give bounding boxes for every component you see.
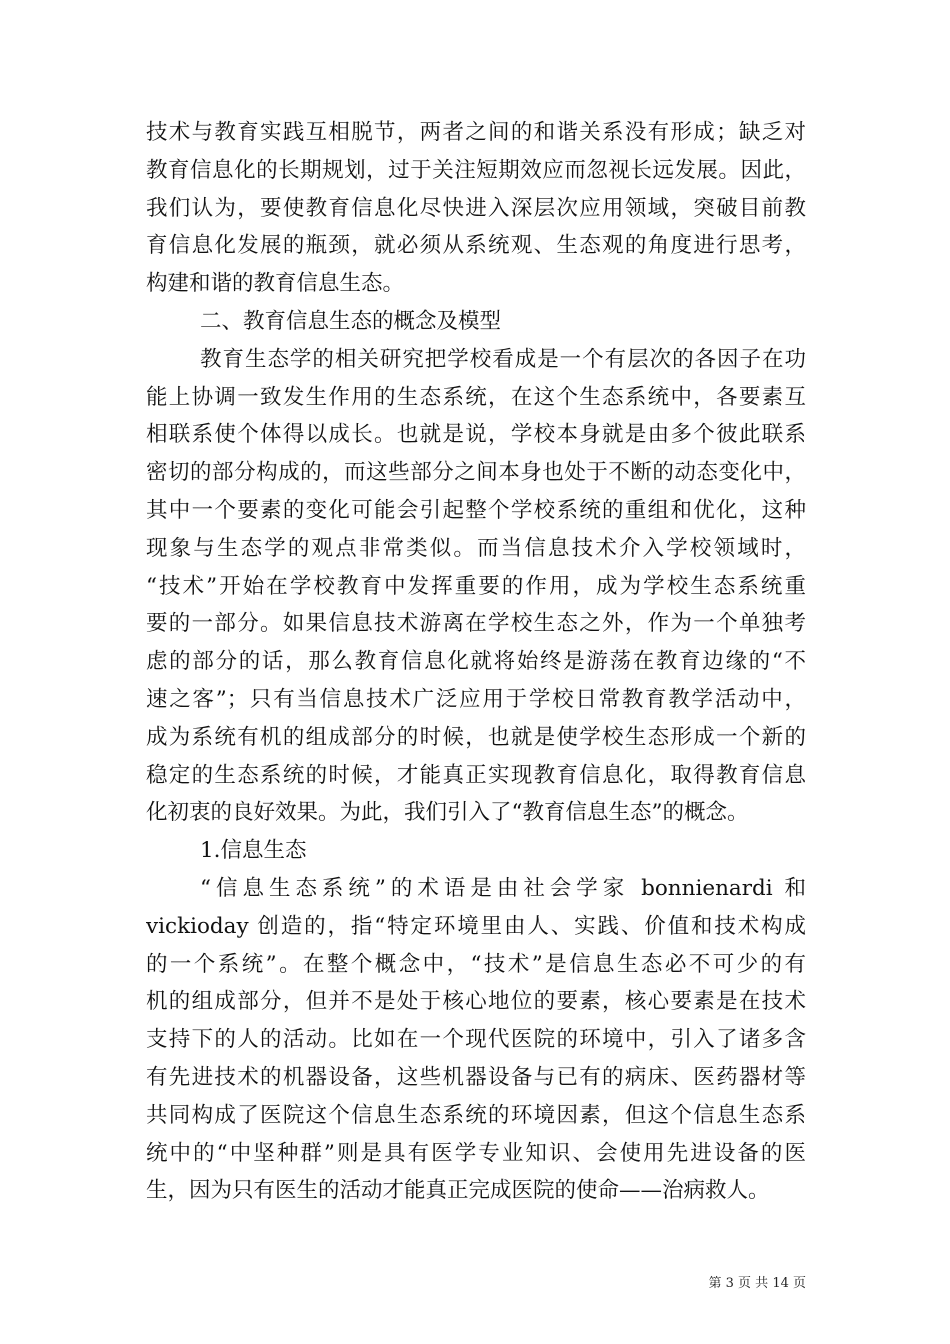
text-line: 统中的“中坚种群”则是具有医学专业知识、会使用先进设备的医 — [146, 1140, 806, 1166]
text-line: 的一个系统”。在整个概念中，“技术”是信息生态必不可少的有 — [146, 951, 806, 977]
text-line: 有先进技术的机器设备，这些机器设备与已有的病床、医药器材等 — [146, 1064, 806, 1090]
text-line: 技术与教育实践互相脱节，两者之间的和谐关系没有形成；缺乏对 — [146, 120, 806, 145]
text-line: 虑的部分的话，那么教育信息化就将始终是游荡在教育边缘的“不 — [146, 649, 806, 675]
text-line: 稳定的生态系统的时候，才能真正实现教育信息化，取得教育信息 — [146, 762, 806, 788]
text-line: 要的一部分。如果信息技术游离在学校生态之外，作为一个单独考 — [146, 611, 806, 637]
text-line: 共同构成了医院这个信息生态系统的环境因素，但这个信息生态系 — [146, 1102, 806, 1128]
text-line: 教育生态学的相关研究把学校看成是一个有层次的各因子在功 — [200, 346, 806, 372]
text-line: 育信息化发展的瓶颈，就必须从系统观、生态观的角度进行思考， — [146, 233, 806, 259]
text-line: 我们认为，要使教育信息化尽快进入深层次应用领域，突破目前教 — [146, 195, 806, 221]
text-line: 现象与生态学的观点非常类似。而当信息技术介入学校领域时， — [146, 535, 806, 561]
text-line: “信息生态系统”的术语是由社会学家 bonnienardi 和 — [200, 875, 806, 901]
text-line: 机的组成部分，但并不是处于核心地位的要素，核心要素是在技术 — [146, 989, 806, 1015]
text-line: 生，因为只有医生的活动才能真正完成医院的使命——治病救人。 — [146, 1178, 770, 1204]
text-line: 教育信息化的长期规划，过于关注短期效应而忽视长远发展。因此， — [146, 157, 806, 183]
text-line: 成为系统有机的组成部分的时候，也就是使学校生态形成一个新的 — [146, 724, 806, 750]
text-line: 速之客”；只有当信息技术广泛应用于学校日常教育教学活动中， — [146, 686, 806, 712]
text-line: 能上协调一致发生作用的生态系统，在这个生态系统中，各要素互 — [146, 384, 806, 410]
text-line: 支持下的人的活动。比如在一个现代医院的环境中，引入了诸多含 — [146, 1027, 806, 1053]
page-number-footer: 第 3 页 共 14 页 — [708, 1276, 806, 1291]
text-line: 其中一个要素的变化可能会引起整个学校系统的重组和优化，这种 — [146, 497, 806, 523]
document-body — [146, 114, 806, 1210]
text-line: vickioday 创造的，指“特定环境里由人、实践、价值和技术构成 — [146, 913, 806, 939]
text-line: 构建和谐的教育信息生态。 — [146, 271, 405, 297]
text-line: 1.信息生态 — [200, 838, 307, 864]
text-line: 密切的部分构成的，而这些部分之间本身也处于不断的动态变化中， — [146, 460, 806, 486]
text-line: 二、教育信息生态的概念及模型 — [200, 308, 502, 334]
text-line: 化初衷的良好效果。为此，我们引入了“教育信息生态”的概念。 — [146, 800, 749, 826]
text-line: 相联系使个体得以成长。也就是说，学校本身就是由多个彼此联系 — [146, 422, 806, 448]
text-line: “技术”开始在学校教育中发挥重要的作用，成为学校生态系统重 — [146, 573, 806, 599]
